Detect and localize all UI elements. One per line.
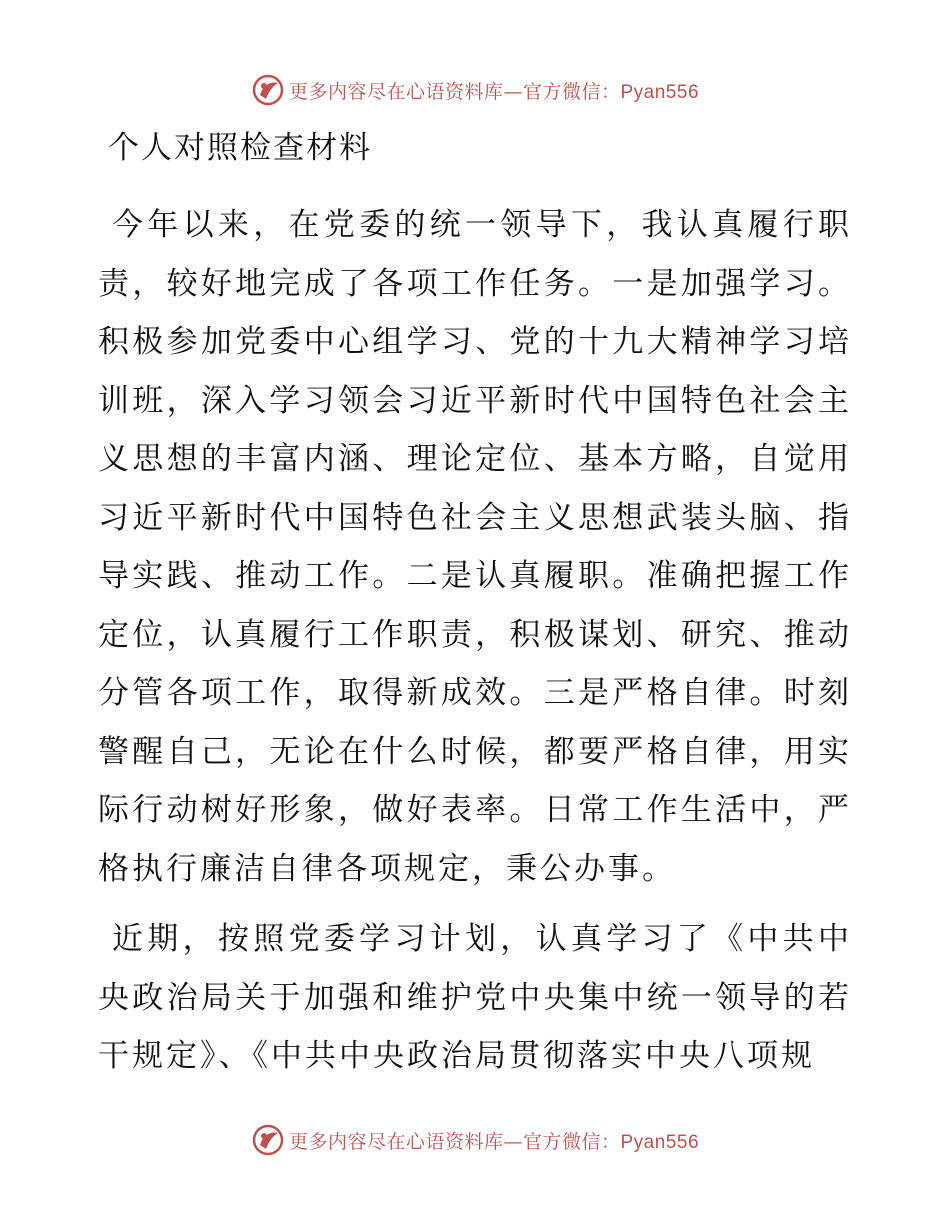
footer-banner [0, 1120, 950, 1160]
banner-text: 更多内容尽在心语资料库—官方微信：Pyan556 [288, 1130, 700, 1153]
wechat-handle: Pyan556 [620, 1131, 700, 1153]
document-title: 个人对照检查材料 [108, 130, 372, 166]
header-banner [0, 70, 950, 110]
brand-logo-icon [251, 73, 285, 107]
wechat-handle: Pyan556 [620, 81, 700, 103]
banner-text: 更多内容尽在心语资料库—官方微信：Pyan556 [288, 80, 700, 103]
brand-logo-icon [251, 1123, 285, 1157]
document-body [98, 196, 852, 1086]
paragraph-1: 今年以来，在党委的统一领导下，我认真履行职责，较好地完成了各项工作任务。一是加强学习。积极参加党委中心组学习、党的十九大精神学习培训班，深入学习领会习近平新时代中国特色社会主义思想的丰富内涵、理论定位、基本方略，自觉用习近平新时代中国特色社会主义思想武装头脑、指导实践、推动工作。二是认真履职。准确把握工作定位，认真履行工作职责，积极谋划、研究、推动分管各项工作，取得新成效。三是严格自律。时刻警醒自己，无论在什么时候，都要严格自律，用实际行动树好形象，做好表率。日常工作生活中，严格执行廉洁自律各项规定，秉公办事。 [98, 207, 852, 887]
paragraph-2: 近期，按照党委学习计划，认真学习了《中共中央政治局关于加强和维护党中央集中统一领导的若干规定》、《中共中央政治局贯彻落实中央八项规 [98, 921, 852, 1074]
